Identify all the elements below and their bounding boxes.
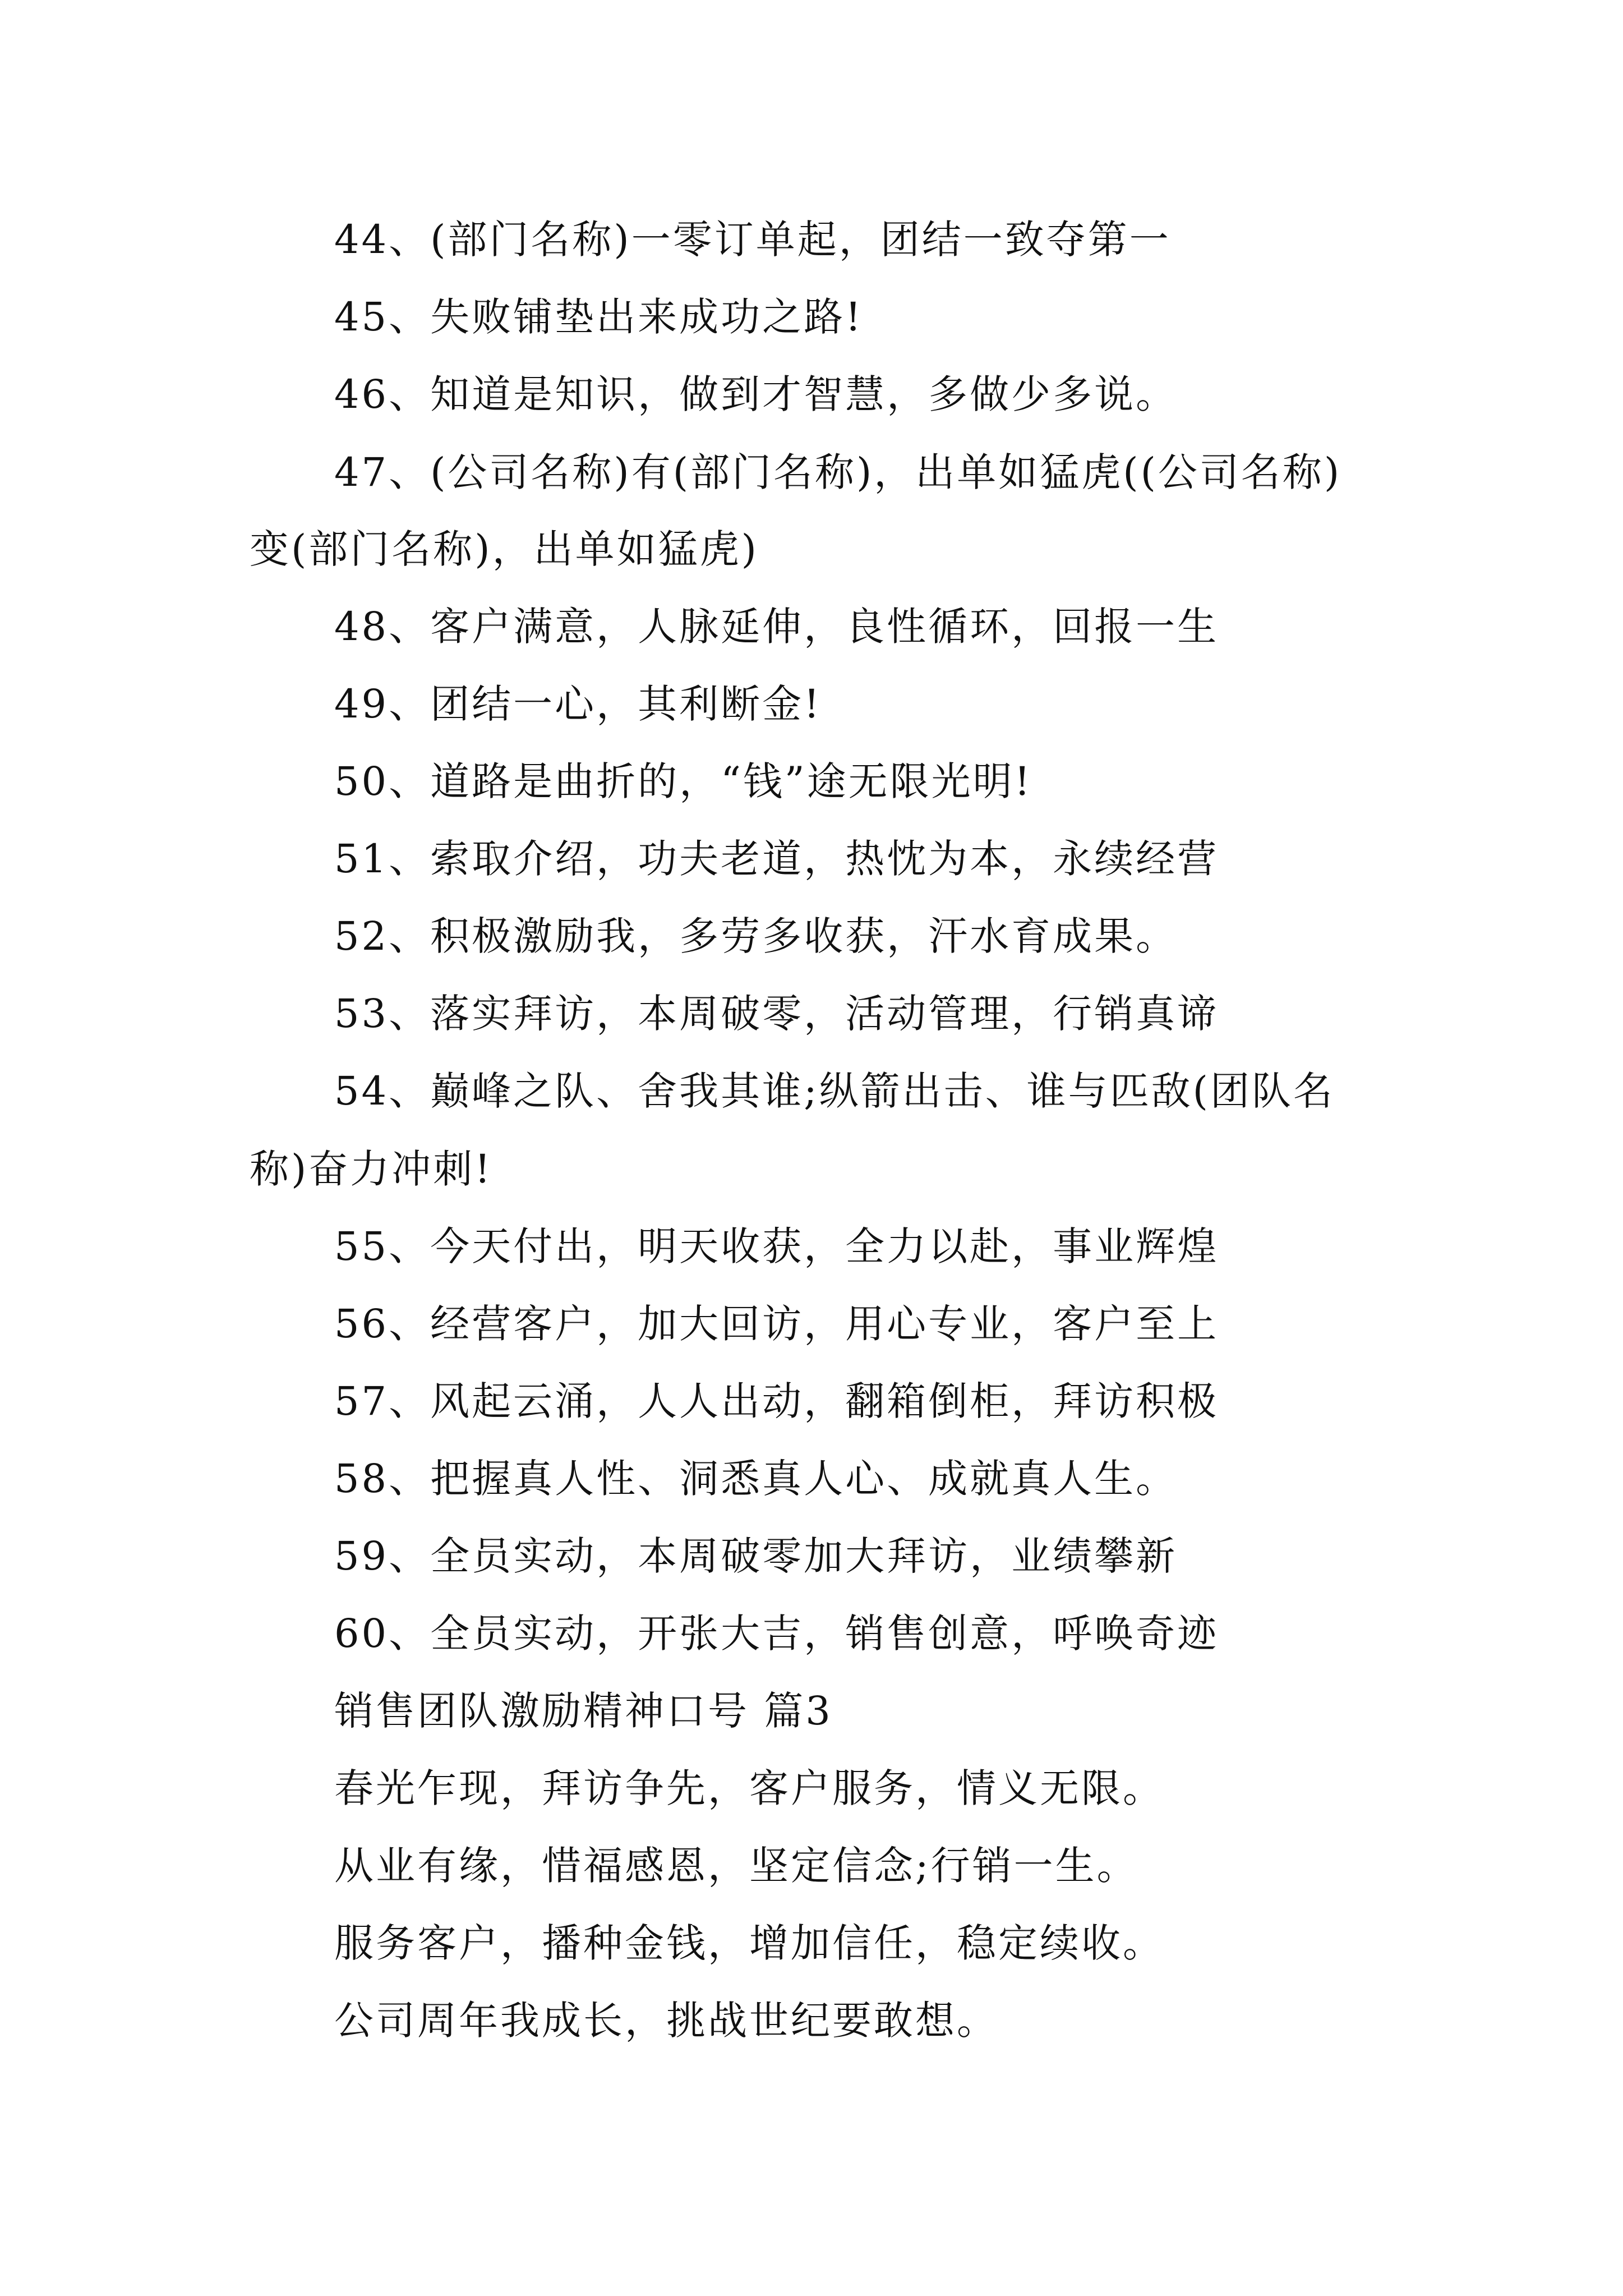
- section-heading: 销售团队激励精神口号 篇3: [334, 1688, 833, 1734]
- slogan-line: 48、客户满意，人脉延伸，良性循环，回报一生: [334, 604, 1219, 650]
- slogan-line: 46、知道是知识，做到才智慧，多做少多说。: [334, 371, 1178, 417]
- slogan-line: 51、索取介绍，功夫老道，热忱为本，永续经营: [334, 836, 1219, 882]
- slogan-continuation-line: 称)奋力冲刺!: [250, 1146, 493, 1192]
- slogan-line: 56、经营客户，加大回访，用心专业，客户至上: [334, 1301, 1219, 1347]
- slogan-line: 49、团结一心，其利断金!: [334, 681, 822, 727]
- slogan-line: 58、把握真人性、洞悉真人心、成就真人生。: [334, 1456, 1178, 1502]
- slogan-line: 55、今天付出，明天收获，全力以赴，事业辉煌: [334, 1223, 1219, 1269]
- slogan-line: 45、失败铺垫出来成功之路!: [334, 294, 864, 340]
- slogan-continuation-line: 变(部门名称)，出单如猛虎): [250, 526, 759, 572]
- section-line: 从业有缘，惜福感恩，坚定信念;行销一生。: [334, 1843, 1138, 1889]
- slogan-line: 59、全员实动，本周破零加大拜访，业绩攀新: [334, 1533, 1178, 1579]
- slogan-line: 44、(部门名称)一零订单起，团结一致夺第一: [334, 217, 1171, 263]
- section-line: 服务客户，播种金钱，增加信任，稳定续收。: [334, 1920, 1164, 1966]
- slogan-line: 60、全员实动，开张大吉，销售创意，呼唤奇迹: [334, 1611, 1219, 1657]
- slogan-line: 50、道路是曲折的，“钱”途无限光明!: [334, 758, 1032, 804]
- section-line: 公司周年我成长，挑战世纪要敢想。: [334, 1998, 998, 2044]
- slogan-line: 53、落实拜访，本周破零，活动管理，行销真谛: [334, 991, 1219, 1037]
- slogan-line: 57、风起云涌，人人出动，翻箱倒柜，拜访积极: [334, 1378, 1219, 1424]
- slogan-line: 54、巅峰之队、舍我其谁;纵箭出击、谁与匹敌(团队名: [334, 1068, 1335, 1114]
- slogan-line: 52、积极激励我，多劳多收获，汗水育成果。: [334, 913, 1178, 959]
- section-line: 春光乍现，拜访争先，客户服务，情义无限。: [334, 1765, 1164, 1811]
- slogan-line: 47、(公司名称)有(部门名称)，出单如猛虎((公司名称): [334, 449, 1342, 495]
